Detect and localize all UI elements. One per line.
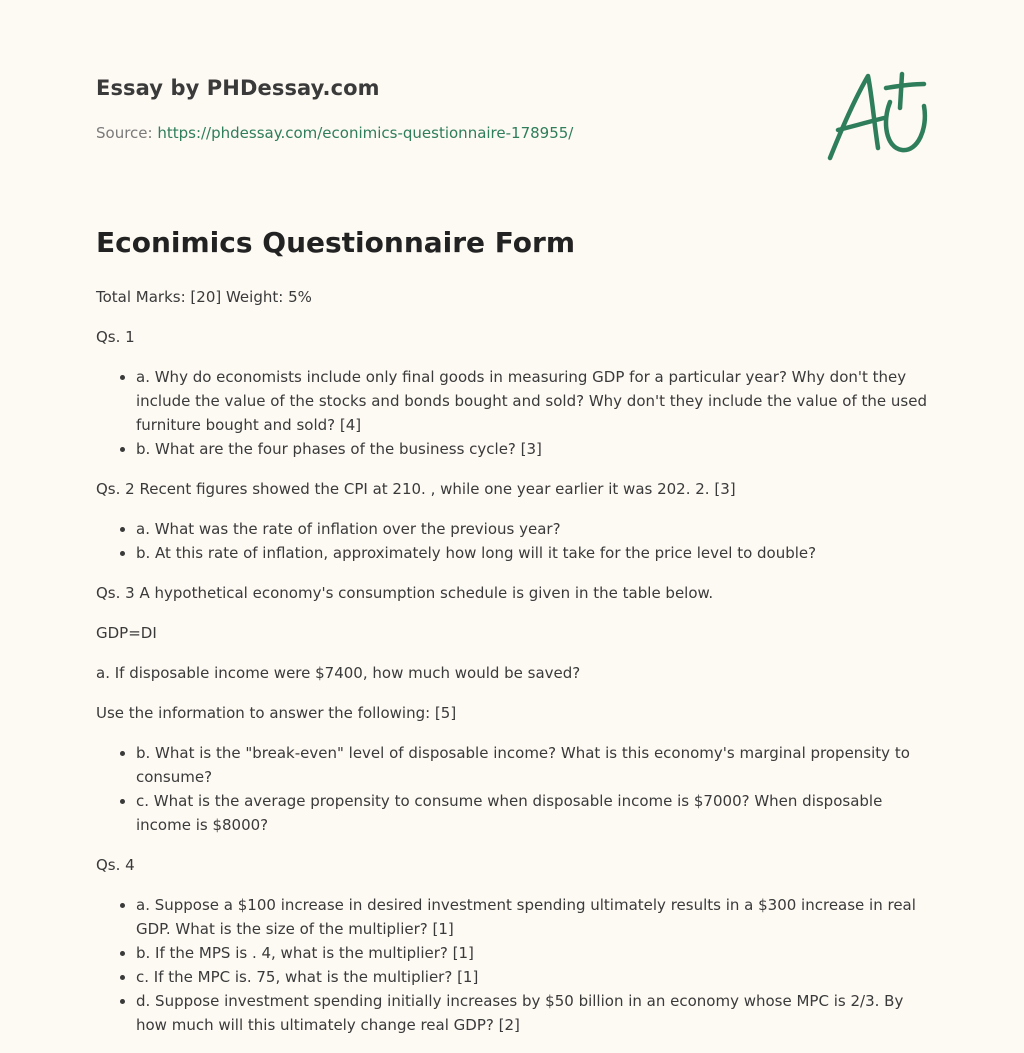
question-3-list [96, 741, 930, 837]
gdp-line: GDP=DI [96, 624, 157, 642]
list-item: • b. If the MPS is . 4, what is the multiplier? [1] [136, 941, 930, 965]
question-3-part-a: a. If disposable income were $7400, how much would be saved? [96, 664, 581, 682]
question-4-heading: Qs. 4 [96, 856, 135, 874]
list-item: • d. Suppose investment spending initially increases by $50 billion in an economy whose MPC is 2/3. By how much will this ultimately change real GDP? [2] [136, 989, 930, 1037]
list-item: • b. What is the "break-even" level of disposable income? What is this economy's marginal propensity to consume? [136, 741, 930, 789]
a-plus-logo-icon [820, 66, 930, 166]
list-item: • c. What is the average propensity to consume when disposable income is $7000? When disposable income is $8000? [136, 789, 930, 837]
source-link[interactable]: https://phdessay.com/econimics-questionnaire-178955/ [157, 124, 574, 142]
question-3-heading: Qs. 3 A hypothetical economy's consumption schedule is given in the table below. [96, 584, 714, 602]
list-item: • c. If the MPC is. 75, what is the multiplier? [1] [136, 965, 930, 989]
document-body [96, 285, 930, 1053]
question-3-instruction: Use the information to answer the following: [5] [96, 704, 457, 722]
question-2-heading: Qs. 2 Recent figures showed the CPI at 210. , while one year earlier it was 202. 2. [3] [96, 480, 736, 498]
marks-line: Total Marks: [20] Weight: 5% [96, 288, 312, 306]
list-item: • a. Suppose a $100 increase in desired investment spending ultimately results in a $300 increase in real GDP. What is the size of the multiplier? [1] [136, 893, 930, 941]
source-line [96, 124, 573, 142]
question-1-heading: Qs. 1 [96, 328, 135, 346]
document-title: Econimics Questionnaire Form [96, 226, 576, 259]
question-2-list [96, 517, 930, 565]
list-item: • b. At this rate of inflation, approximately how long will it take for the price level to double? [136, 541, 930, 565]
question-1-list [96, 365, 930, 461]
source-label: Source: [96, 124, 158, 142]
question-4-list [96, 893, 930, 1037]
list-item: • b. What are the four phases of the business cycle? [3] [136, 437, 930, 461]
list-item: • a. What was the rate of inflation over the previous year? [136, 517, 930, 541]
list-item: • a. Why do economists include only final goods in measuring GDP for a particular year? Why don't they include the value of the stocks and bonds bought and sold? Why don't they include the value of the used furniture bought and sold? [4] [136, 365, 930, 437]
brand-title: Essay by PHDessay.com [96, 76, 380, 100]
